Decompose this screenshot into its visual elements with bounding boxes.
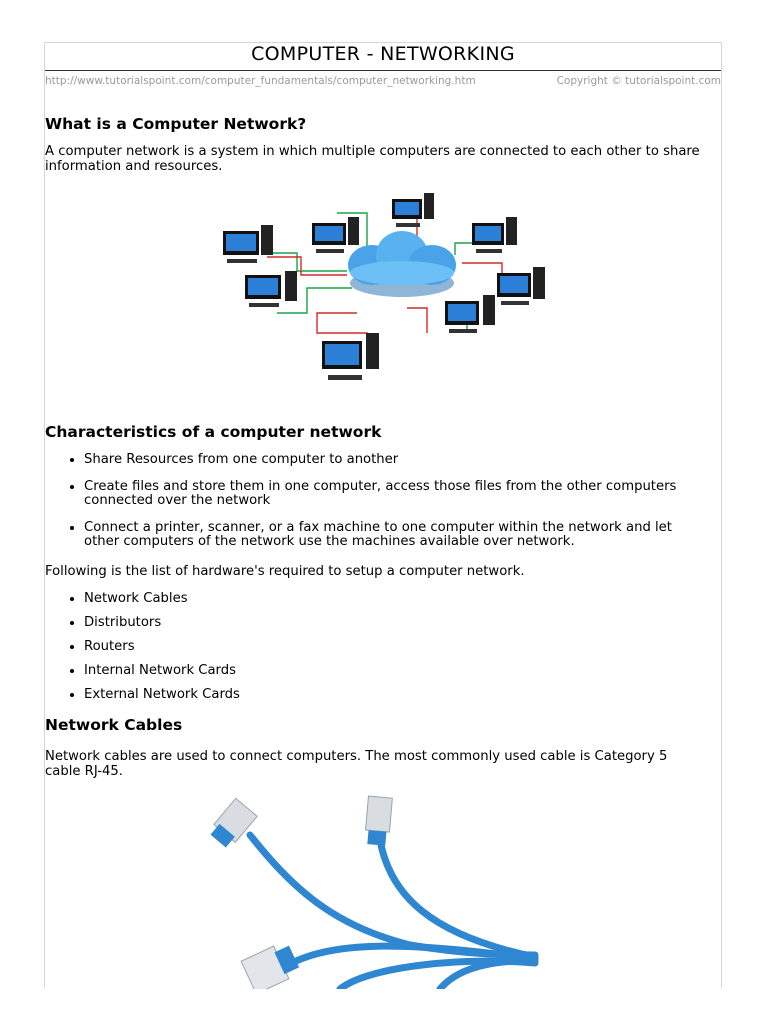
heading-network-cables: Network Cables: [45, 716, 183, 734]
hardware-intro: Following is the list of hardware's required to setup a computer network.: [45, 564, 525, 579]
cables-paragraph: [45, 749, 721, 779]
characteristics-list: [45, 453, 721, 549]
list-item: Share Resources from one computer to another: [45, 453, 721, 467]
document-page: [44, 42, 722, 988]
intro-line-2: information and resources.: [45, 159, 223, 174]
list-item: Distributors: [45, 616, 721, 630]
list-item: Internal Network Cards: [45, 664, 721, 678]
list-item: Connect a printer, scanner, or a fax machine to one computer within the network and let other computers of the network use the machines available over network.: [45, 521, 721, 549]
heading-characteristics: Characteristics of a computer network: [45, 423, 382, 441]
intro-line-1: A computer network is a system in which multiple computers are connected to each other to share: [45, 144, 700, 159]
network-illustration: [217, 193, 557, 403]
heading-what-is-network: What is a Computer Network?: [45, 115, 307, 133]
source-url[interactable]: http://www.tutorialspoint.com/computer_fundamentals/computer_networking.htm: [45, 75, 476, 87]
list-item: Routers: [45, 640, 721, 654]
hardware-list: [45, 592, 721, 702]
list-item: Create files and store them in one computer, access those files from the other computers connected over the network: [45, 480, 721, 508]
document-title: COMPUTER - NETWORKING: [251, 43, 515, 65]
title-divider: [45, 70, 721, 71]
cables-line-1: Network cables are used to connect computers. The most commonly used cable is Category 5: [45, 749, 668, 764]
intro-paragraph: [45, 144, 721, 174]
list-item: Network Cables: [45, 592, 721, 606]
copyright-notice: Copyright © tutorialspoint.com: [556, 75, 721, 87]
cables-line-2: cable RJ-45.: [45, 764, 123, 779]
list-item: External Network Cards: [45, 688, 721, 702]
network-cable-illustration: [210, 795, 540, 989]
